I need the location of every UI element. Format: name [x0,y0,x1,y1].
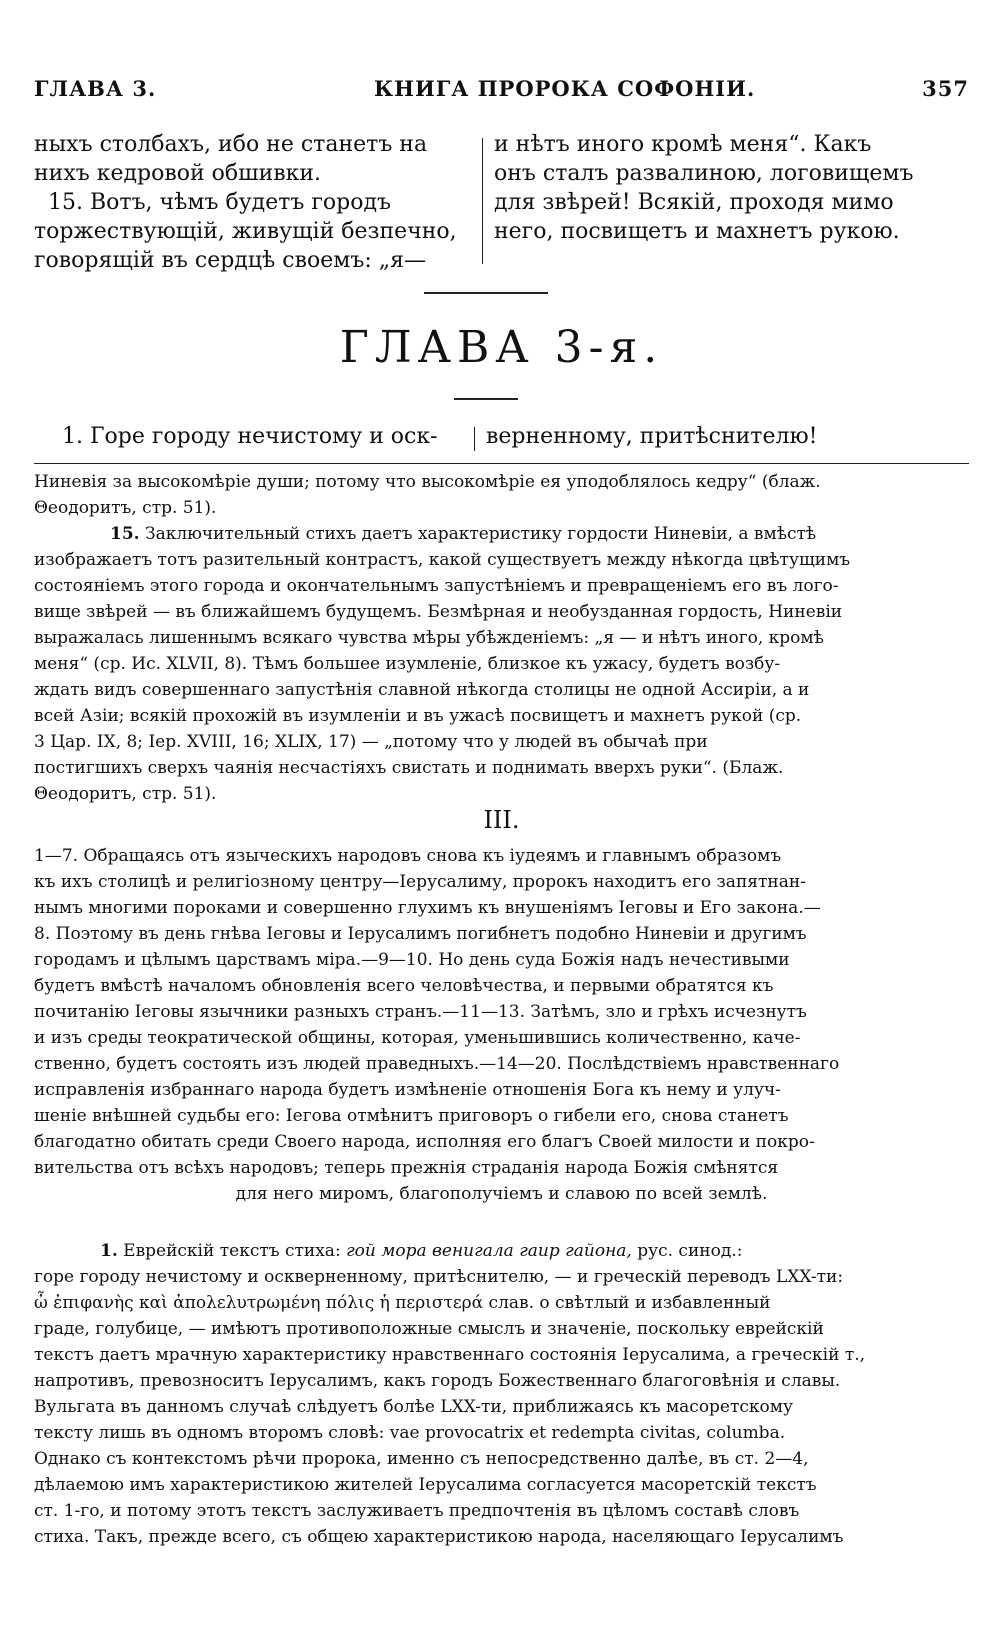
chapter-title: ГЛАВА 3-я. [339,322,664,373]
commentary-line: напротивъ, превозноситъ Іерусалимъ, какъ городъ Божественнаго благоговѣнія и славы. [34,1371,841,1391]
chapter-summary [34,843,969,1207]
commentary-line: вище звѣрей — въ ближайшемъ будущемъ. Безмѣрная и необузданная гордость, Ниневіи [34,602,843,622]
column-divider [474,427,475,451]
commentary-line: 3 Цар. IX, 8; Іер. XVIII, 16; XLIX, 17) — „потому что у людей въ обычаѣ при [34,732,708,752]
column-divider [482,138,483,264]
commentary-line [34,1238,969,1264]
divider-rule [424,292,548,294]
commentary-line: Однако съ контекстомъ рѣчи пророка, именно съ непосредственно далѣе, въ ст. 2—4, [34,1449,809,1469]
running-header [34,76,969,106]
commentary-line: постигшихъ сверхъ чаянія несчастіяхъ свистать и поднимать вверхъ руки“. (Блаж. [34,758,784,778]
summary-line: 8. Поэтому въ день гнѣва Іеговы и Іерусалимъ погибнетъ подобно Ниневіи и другимъ [34,924,807,944]
scripture-text-columns [34,130,969,273]
summary-line: ственно, будетъ состоять изъ людей праведныхъ.—14—20. Послѣдствіемъ нравственнаго [34,1054,840,1074]
transliteration: гой мора венигала гаир гайона, [346,1241,632,1261]
commentary-line: ст. 1-го, и потому этотъ текстъ заслуживаетъ предпочтенія въ цѣломъ составѣ словъ [34,1501,800,1521]
section-number: III. [483,806,520,834]
verse-1-right: верненному, притѣснителю! [486,424,818,449]
text-column-left [34,130,474,275]
summary-line: вительства отъ всѣхъ народовъ; теперь прежнія страданія народа Божія смѣнятся [34,1158,779,1178]
text-line: него, посвищетъ и махнетъ рукою. [494,219,900,244]
commentary-text: рус. синод.: [637,1241,743,1261]
commentary-line: Ниневія за высокомѣріе души; потому что высокомѣріе ея уподоблялось кедру“ (блаж. [34,472,821,492]
commentary-line: текстъ даетъ мрачную характеристику нравственнаго состоянія Іерусалима, а греческій т., [34,1345,866,1365]
divider-rule [454,398,518,400]
commentary-line: всей Азіи; всякій прохожій въ изумленіи и въ ужасѣ посвищетъ и махнетъ рукой (ср. [34,706,802,726]
summary-line: шеніе внѣшней судьбы его: Іегова отмѣнитъ приговоръ о гибели его, снова станетъ [34,1106,789,1126]
page-number: 357 [922,76,969,101]
text-line: онъ сталъ развалиною, логовищемъ [494,161,914,186]
commentary-line: горе городу нечистому и оскверненному, притѣснителю, — и греческій переводъ LXX-ти: [34,1267,844,1287]
summary-line: почитанію Іеговы язычники разныхъ странъ.—11—13. Затѣмъ, зло и грѣхъ исчезнутъ [34,1002,807,1022]
text-line: и нѣтъ иного кромѣ меня“. Какъ [494,132,872,157]
text-commentary-rule [34,463,969,464]
summary-line: будетъ вмѣстѣ началомъ обновленія всего человѣчества, и первыми обратятся къ [34,976,774,996]
commentary-text: Еврейскій текстъ стиха: [123,1241,341,1261]
commentary-line: стиха. Такъ, прежде всего, съ общею характеристикою народа, населяющаго Іерусалимъ [34,1527,844,1547]
commentary-line: выражалась лишеннымъ всякаго чувства мѣры убѣжденіемъ: „я — и нѣтъ иного, кромѣ [34,628,824,648]
summary-line: къ ихъ столицѣ и религіозному центру—Іерусалиму, пророкъ находитъ его запятнан- [34,872,806,892]
text-line: нихъ кедровой обшивки. [34,161,322,186]
commentary-line: Вульгата въ данномъ случаѣ слѣдуетъ болѣе LXX-ти, приближаясь къ масоретскому [34,1397,794,1417]
summary-line: нымъ многими пороками и совершенно глухимъ къ внушеніямъ Іеговы и Его закона.— [34,898,821,918]
commentary-text: Заключительный стихъ даетъ характеристику гордости Ниневіи, а вмѣстѣ [144,524,817,544]
commentary-line: ждать видъ совершеннаго запустѣнія славной нѣкогда столицы не одной Ассиріи, а и [34,680,810,700]
commentary-verse-1 [34,1238,969,1550]
commentary-line: ὦ ἐπιφανὴς καὶ ἀπολελυτρωμένη πόλις ἡ περιστερά слав. о свѣтлый и избавленный [34,1293,771,1313]
commentary-verse-15 [34,469,969,807]
summary-line: 1—7. Обращаясь отъ языческихъ народовъ снова къ іудеямъ и главнымъ образомъ [34,846,782,866]
summary-line: благодатно обитать среди Своего народа, исполняя его благъ Своей милости и покро- [34,1132,815,1152]
verse-number: 15. [110,524,140,544]
text-line: для звѣрей! Всякій, проходя мимо [494,190,894,215]
commentary-line: изображаетъ тотъ разительный контрастъ, какой существуетъ между нѣкогда цвѣтущимъ [34,550,851,570]
text-line: 15. Вотъ, чѣмъ будетъ городъ [48,190,392,215]
text-line: ныхъ столбахъ, ибо не станетъ на [34,132,428,157]
text-line: говорящій въ сердцѣ своемъ: „я— [34,248,427,273]
commentary-line [34,521,969,547]
header-book-title: КНИГА ПРОРОКА СОФОНІИ. [374,76,756,101]
summary-line: для него миромъ, благополучіемъ и славою по всей землѣ. [235,1184,768,1204]
verse-1-left: 1. Горе городу нечистому и оск- [62,424,438,449]
commentary-line: тексту лишь въ одномъ второмъ словѣ: vae provocatrix et redempta civitas, columba. [34,1423,786,1443]
commentary-line: состояніемъ этого города и окончательнымъ запустѣніемъ и превращеніемъ его въ лого- [34,576,839,596]
verse-number: 1. [100,1241,118,1261]
text-line: торжествующій, живущій безпечно, [34,219,457,244]
commentary-line: граде, голубице, — имѣютъ противоположные смыслъ и значеніе, поскольку еврейскій [34,1319,824,1339]
summary-line: городамъ и цѣлымъ царствамъ міра.—9—10. Но день суда Божія надъ нечестивыми [34,950,790,970]
commentary-line: Θеодоритъ, стр. 51). [34,784,217,804]
header-chapter: ГЛАВА 3. [34,76,157,101]
book-page [34,0,969,1633]
summary-line: и изъ среды теократической общины, которая, уменьшившись количественно, каче- [34,1028,801,1048]
summary-line: исправленія избраннаго народа будетъ измѣненіе отношенія Бога къ нему и улуч- [34,1080,781,1100]
text-column-right [494,130,969,246]
commentary-line: дѣлаемою имъ характеристикою жителей Іерусалима согласуется масоретскій текстъ [34,1475,817,1495]
commentary-line: Θеодоритъ, стр. 51). [34,498,217,518]
commentary-line: меня“ (ср. Ис. XLVII, 8). Тѣмъ большее изумленіе, близкое къ ужасу, будетъ возбу- [34,654,781,674]
